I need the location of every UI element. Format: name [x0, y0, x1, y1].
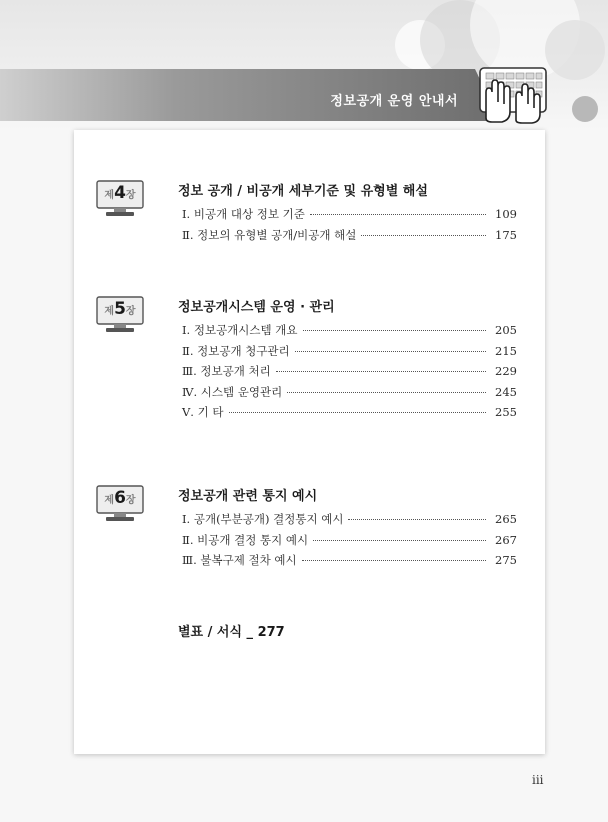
dot-leader — [276, 371, 486, 372]
toc-entry-label: Ⅰ. 비공개 대상 정보 기준 — [182, 207, 305, 221]
badge-number: 4 — [114, 183, 126, 203]
hand-keyboard-icon — [476, 62, 556, 124]
toc-entry-page: 255 — [495, 405, 517, 419]
toc-entry-page: 267 — [495, 532, 517, 547]
toc-entry[interactable] — [182, 322, 517, 343]
toc-entry[interactable] — [182, 404, 517, 425]
toc-entry-label: Ⅳ. 시스템 운영관리 — [182, 384, 283, 399]
chapter-badge — [96, 488, 144, 508]
toc-entry-label: Ⅰ. 정보공개시스템 개요 — [182, 323, 298, 337]
chapter-badge — [96, 299, 144, 319]
toc-card — [74, 130, 545, 754]
toc-entry-label: Ⅱ. 정보의 유형별 공개/비공개 해설 — [182, 227, 357, 242]
dot-leader — [313, 540, 486, 541]
toc-entry-label: Ⅱ. 비공개 결정 통지 예시 — [182, 532, 309, 547]
decorative-circle — [572, 96, 598, 122]
toc-entry[interactable] — [182, 532, 517, 553]
toc-entry-label: Ⅲ. 불복구제 절차 예시 — [182, 553, 297, 567]
toc-entry[interactable] — [182, 384, 517, 405]
chapter-badge — [96, 183, 144, 203]
toc-entry-page: 215 — [495, 343, 517, 358]
dot-leader — [229, 412, 487, 413]
toc-entry-page: 175 — [495, 227, 517, 242]
dot-leader — [303, 330, 487, 331]
badge-prefix: 제 — [104, 495, 115, 506]
badge-suffix: 장 — [125, 190, 136, 201]
toc-entry[interactable] — [182, 206, 517, 227]
toc-entry[interactable] — [182, 363, 517, 384]
dot-leader — [295, 351, 486, 352]
dot-leader — [287, 392, 486, 393]
badge-number: 5 — [114, 299, 126, 319]
badge-prefix: 제 — [104, 306, 115, 317]
toc-entry-page: 275 — [495, 553, 517, 567]
toc-entry-label: Ⅱ. 정보공개 청구관리 — [182, 343, 290, 358]
toc-entry-page: 245 — [495, 384, 517, 399]
badge-suffix: 장 — [125, 306, 136, 317]
toc-entry[interactable] — [182, 552, 517, 573]
dot-leader — [310, 214, 486, 215]
toc-list — [182, 322, 517, 425]
toc-entry[interactable] — [182, 227, 517, 248]
appendix-entry[interactable]: 별표 / 서식 _ 277 — [178, 625, 285, 640]
toc-entry-label: Ⅰ. 공개(부분공개) 결정통지 예시 — [182, 512, 344, 526]
header-title: 정보공개 운영 안내서 — [330, 94, 458, 109]
chapter-title: 정보 공개 / 비공개 세부기준 및 유형별 해설 — [178, 184, 428, 199]
page-number: iii — [532, 773, 544, 787]
toc-entry[interactable] — [182, 343, 517, 364]
toc-list — [182, 206, 517, 247]
badge-prefix: 제 — [104, 190, 115, 201]
toc-entry-page: 265 — [495, 512, 517, 526]
dot-leader — [302, 560, 486, 561]
dot-leader — [348, 519, 486, 520]
chapter-title: 정보공개시스템 운영 · 관리 — [178, 300, 335, 315]
dot-leader — [361, 235, 486, 236]
toc-entry-page: 109 — [495, 207, 517, 221]
toc-entry-label: Ⅴ. 기 타 — [182, 405, 224, 419]
toc-entry-label: Ⅲ. 정보공개 처리 — [182, 364, 271, 378]
toc-list — [182, 511, 517, 573]
chapter-title: 정보공개 관련 통지 예시 — [178, 489, 318, 504]
toc-entry-page: 205 — [495, 323, 517, 337]
toc-entry-page: 229 — [495, 364, 517, 378]
badge-number: 6 — [114, 488, 126, 508]
badge-suffix: 장 — [125, 495, 136, 506]
toc-entry[interactable] — [182, 511, 517, 532]
